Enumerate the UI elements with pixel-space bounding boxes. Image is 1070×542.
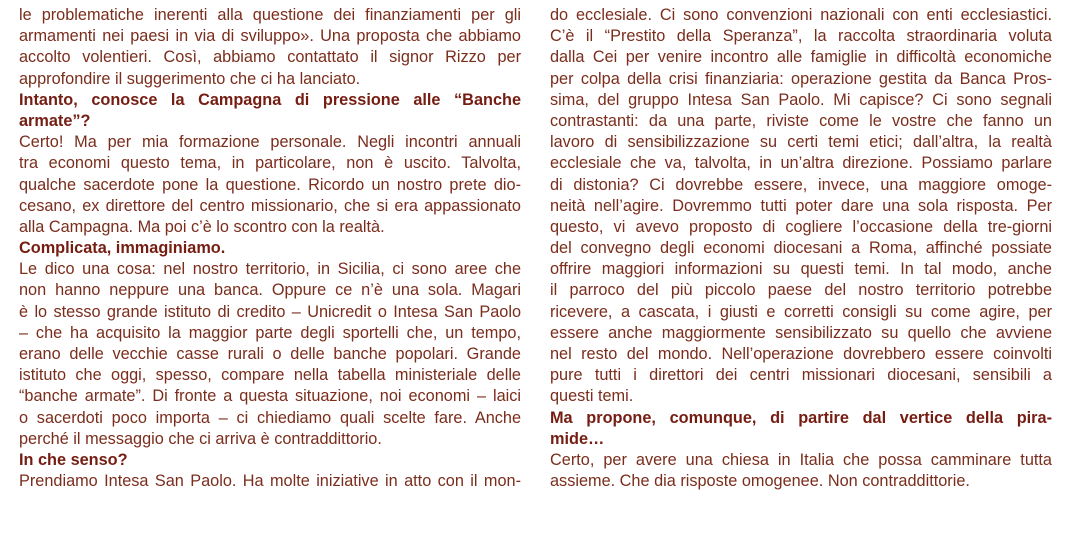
article-text-line: perché il messaggio che ci arriva è contraddittorio. <box>19 429 382 448</box>
right-text-column <box>550 5 1052 492</box>
article-text-line: contrastanti: da una parte, riviste come le vostre che fanno un <box>550 111 1052 130</box>
article-text-line: non hanno neppure una banca. Oppure ce n’è una sola. Magari <box>19 281 521 300</box>
article-text-line: – che ha acquisito la maggior parte degli sportelli che, un tempo, <box>19 323 521 342</box>
article-text-line: offrire maggiori informazioni su questi temi. In tal modo, anche <box>550 260 1052 279</box>
article-text-line: di distonia? Ci dovrebbe essere, invece, una maggiore omoge- <box>550 175 1052 194</box>
article-text-line: armamenti nei paesi in via di sviluppo». Una proposta che abbiamo <box>19 27 521 46</box>
interview-question-line: In che senso? <box>19 450 128 469</box>
interview-question-line: Ma propone, comunque, di partire dal vertice della pira- <box>550 408 1052 427</box>
article-text-line: qualche sacerdote pone la questione. Ricordo un nostro prete dio- <box>19 175 521 194</box>
article-text-line: è lo stesso grande istituto di credito – Unicredit o Intesa San Paolo <box>19 302 521 321</box>
article-text-line: alla Campagna. Ma poi c’è lo scontro con la realtà. <box>19 217 385 236</box>
article-text-line: questo, vi avevo proposto di cogliere l’occasione della tre-giorni <box>550 217 1052 236</box>
article-text-line: del convegno degli economi diocesani a Roma, affinché possiate <box>550 239 1052 258</box>
article-text-line: tra economi questo tema, in particolare, non è uscito. Talvolta, <box>19 154 521 173</box>
article-text-line: per colpa della crisi finanziaria: operazione gestita da Banca Pros- <box>550 69 1052 88</box>
article-text-line: neità nell’agire. Dovremmo tutti poter dare una sola risposta. Per <box>550 196 1052 215</box>
article-text-line: o sacerdoti poco importa – ci chiediamo quali scelte fare. Anche <box>19 408 521 427</box>
interview-question-line: Complicata, immaginiamo. <box>19 239 226 258</box>
article-text-line: nel resto del mondo. Nell’operazione dovrebbero essere coinvolti <box>550 345 1052 363</box>
article-text-line: erano delle vecchie casse rurali o delle banche popolari. Grande <box>19 345 521 363</box>
interview-question-line: mide… <box>550 429 605 448</box>
article-text-line: il parroco del più piccolo paese del nostro territorio potrebbe <box>550 281 1052 300</box>
article-text-line: Certo! Ma per mia formazione personale. Negli incontri annuali <box>19 133 521 152</box>
article-text-line: accolto volentieri. Così, abbiamo contattato il signor Rizzo per <box>19 48 521 67</box>
article-text-line: istituto che oggi, spesso, compare nella tabella ministeriale delle <box>19 366 521 385</box>
article-text-line: lavoro di sensibilizzazione su certi temi etici; dall’altra, la realtà <box>550 133 1052 152</box>
article-text-line: approfondire il suggerimento che ci ha lanciato. <box>19 69 361 88</box>
article-text-line: le problematiche inerenti alla questione dei finanziamenti per gli <box>19 6 521 24</box>
article-text-line: cesano, ex direttore del centro missionario, che si era appassionato <box>19 196 521 215</box>
article-text-line: Prendiamo Intesa San Paolo. Ha molte iniziative in atto con il mon- <box>19 472 521 491</box>
article-text-line: essere anche maggiormente sensibilizzato su quello che avviene <box>550 323 1052 342</box>
article-text-line: “banche armate”. Di fronte a questa situazione, noi economi – laici <box>19 387 521 406</box>
article-text-line: Le dico una cosa: nel nostro territorio, in Sicilia, ci sono aree che <box>19 260 521 279</box>
article-text-line: questi temi. <box>550 387 634 406</box>
article-text-line: ricevere, a cascata, i giusti e corretti consigli su come agire, per <box>550 302 1052 321</box>
article-text-line: Certo, per avere una chiesa in Italia che possa camminare tutta <box>550 450 1052 469</box>
interview-question-line: Intanto, conosce la Campagna di pressione alle “Banche <box>19 90 521 109</box>
article-text-line: sima, del gruppo Intesa San Paolo. Mi capisce? Ci sono segnali <box>550 90 1052 109</box>
article-text-line: dalla Cei per venire incontro alle famiglie in difficoltà economiche <box>550 48 1052 67</box>
interview-question-line: armate”? <box>19 111 91 130</box>
article-text-line: C’è il “Prestito della Speranza”, la raccolta straordinaria voluta <box>550 27 1052 46</box>
article-text-line: ecclesiale che va, talvolta, in un’altra direzione. Possiamo parlare <box>550 154 1052 173</box>
article-text-line: pure tutti i direttori dei centri missionari diocesani, sensibili a <box>550 366 1052 385</box>
left-text-column <box>19 5 521 492</box>
article-text-line: do ecclesiale. Ci sono convenzioni nazionali con enti ecclesiastici. <box>550 6 1052 24</box>
article-text-line: assieme. Che dia risposte omogenee. Non contraddittorie. <box>550 472 970 491</box>
